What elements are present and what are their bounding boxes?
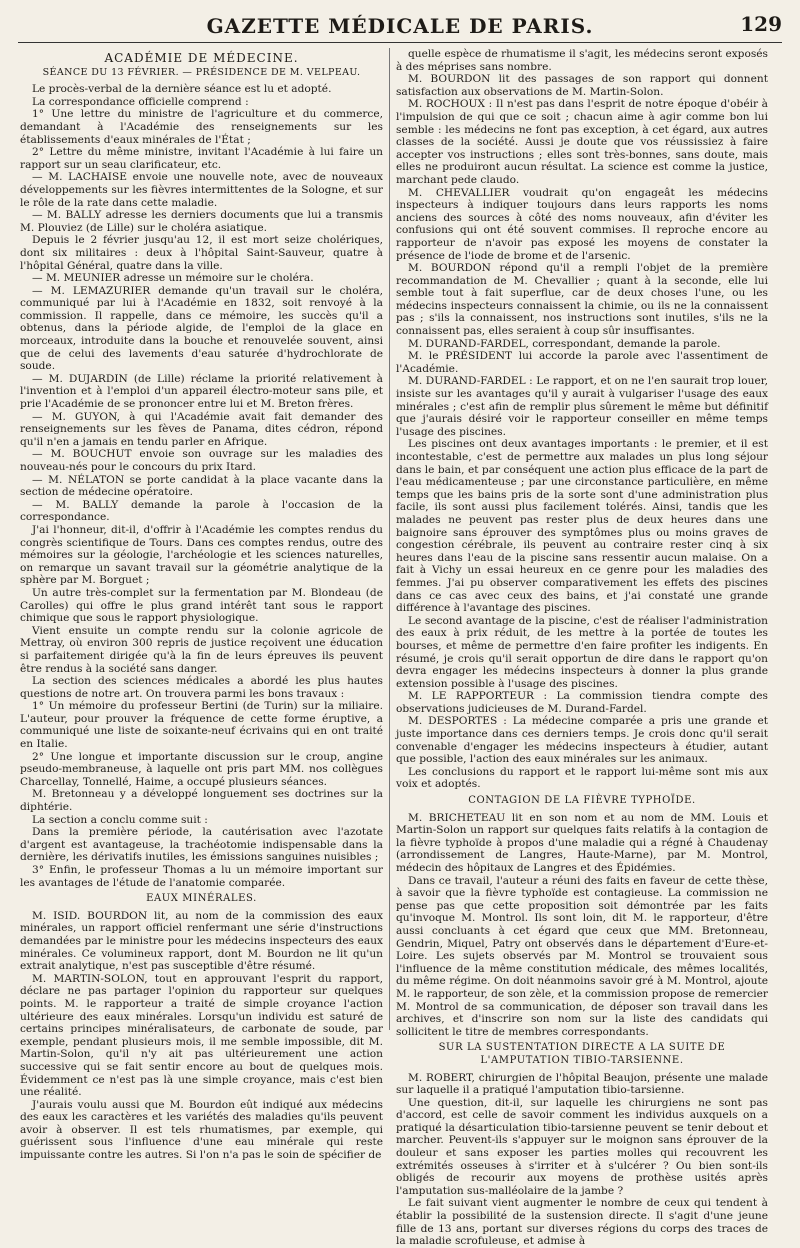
column-divider [389, 48, 390, 1030]
paragraph: J'aurais voulu aussi que M. Bourdon eût indiqué aux médecins des eaux les caractères et les variétés des maladies qu'ils peuvent avoir à observer. Il est tels rhumatismes, par exemple, qui guérissent sous l'influence d'une eau minérale qui reste impuissante contre les autres. Si l'on n'a pas le soin de spécifier de [20, 1098, 383, 1162]
paragraph: M. le PRÉSIDENT lui accorde la parole avec l'assentiment de l'Académie. [396, 350, 768, 375]
paragraph: M. ROBERT, chirurgien de l'hôpital Beaujon, présente une malade sur laquelle il a pratiqué l'amputation tibio-tarsienne. [396, 1071, 768, 1097]
paragraph: quelle espèce de rhumatisme il s'agit, les médecins seront exposés à des méprises sans nombre. [396, 48, 768, 73]
paragraph: — M. LACHAISE envoie une nouvelle note, avec de nouveaux développements sur les fièvres intermittentes de la Sologne, et sur le rôle de la rate dans cette maladie. [20, 171, 383, 209]
paragraph: M. DURAND-FARDEL, correspondant, demande la parole. [408, 337, 721, 350]
paragraph: Un autre très-complet sur la fermentation par M. Blondeau (de Carolles) qui offre le plus grand intérêt tant sous le rapport chimique que sous le rapport physiologique. [20, 586, 383, 625]
amputation-heading: SUR LA SUSTENTATION DIRECTE A LA SUITE DE L'AMPUTATION TIBIO-TARSIENNE. [438, 1042, 726, 1066]
right-paragraphs [396, 48, 768, 791]
paragraph: 1° Une lettre du ministre de l'agriculture et du commerce, demandant à l'Académie des renseignements sur les établissements d'eaux minérales de l'État ; [20, 108, 383, 146]
paragraph: M. DESPORTES : La médecine comparée a pris une grande et juste importance dans ces derniers temps. Je crois donc qu'il serait convenable d'engager les médecins inspecteurs à étudier, autant que possible, l'action des eaux minérales sur les animaux. [396, 715, 768, 766]
paragraph: — M. BOUCHUT envoie son ouvrage sur les maladies des nouveau-nés pour le concours du prix Itard. [20, 448, 383, 473]
paragraph: Vient ensuite un compte rendu sur la colonie agricole de Mettray, où environ 300 repris de justice reçoivent une éducation si parfaitement dirigée qu'à la fin de leurs épreuves ils peuvent être rendus à la société sans danger. [20, 624, 383, 675]
left-column [20, 48, 383, 1162]
paragraph: 3° Enfin, le professeur Thomas a lu un mémoire important sur les avantages de l'étude de l'anatomie comparée. [20, 864, 383, 889]
paragraph: — M. NÉLATON se porte candidat à la place vacante dans la section de médecine opératoire. [20, 473, 383, 499]
paragraph: — M. MEUNIER adresse un mémoire sur le choléra. [32, 272, 314, 285]
paragraph: — M. LEMAZURIER demande qu'un travail sur le choléra, communiqué par lui à l'Académie en 1832, soit renvoyé à la commission. Il rappelle, dans ce mémoire, les succès qu'il a obtenus, dans la période algide, de l'emploi de la glace en morceaux, introduite dans la bouche et renouvelée souvent, ainsi que de celui des lavements d'eau saturée d'hydrochlorate de soude. [20, 284, 383, 373]
paragraph: La correspondance officielle comprend : [32, 95, 249, 108]
paragraph: J'ai l'honneur, dit-il, d'offrir à l'Académie les comptes rendus du congrès scientifique de Tours. Dans ces comptes rendus, outre des mémoires sur la géologie, l'archéologie et les sciences naturelles, on remarque un savant travail sur la géométrie analytique de la sphère par M. Borguet ; [20, 523, 383, 587]
left-paragraphs [20, 83, 383, 889]
typhoid-paragraphs [396, 812, 768, 1039]
paragraph: Une question, dit-il, sur laquelle les chirurgiens ne sont pas d'accord, est celle de savoir comment les individus auxquels on a pratiqué la désarticulation tibio-tarsienne peuvent se tenir debout et marcher. Peuvent-ils s'appuyer sur le moignon sans éprouver de la douleur et sans exposer les parties molles qui recouvrent les extrémités osseuses à s'irriter et à s'ulcérer ? Ou bien sont-ils obligés de recourir aux moyens de prothèse usités après l'amputation sus-malléolaire de la jambe ? [396, 1096, 768, 1197]
paragraph: 2° Une longue et importante discussion sur le croup, angine pseudo-membraneuse, à laquelle ont pris part MM. nos collègues Charcellay, Tonnellé, Haime, a occupé plusieurs séances. [20, 750, 383, 788]
eaux-heading: EAUX MINÉRALES. [146, 893, 257, 905]
right-column [396, 48, 768, 1248]
paragraph: Le second avantage de la piscine, c'est de réaliser l'administration des eaux à prix réduit, de les mettre à la portée de toutes les bourses, et même de permettre d'en faire profiter les indigents. En résumé, je crois qu'il serait opportun de dire dans le rapport qu'on devra engager les médecins inspecteurs à donner la plus grande extension possible à l'usage des piscines. [396, 614, 768, 690]
paragraph: M. DURAND-FARDEL : Le rapport, et on ne l'en saurait trop louer, insiste sur les avantages qu'il y aurait à vulgariser l'usage des eaux minérales ; c'est afin de remplir plus sûrement le même but définitif que j'aurais désiré voir le rapporteur conseiller en même temps l'usage des piscines. [396, 375, 768, 438]
paragraph: M. BOURDON répond qu'il a rempli l'objet de la première recommandation de M. Chevallier ; quant à la seconde, elle lui semble tout à fait superflue, car de deux choses l'une, ou les médecins inspecteurs connaissent la chimie, ou ils ne la connaissent pas ; s'ils la connaissent, nos instructions sont inutiles, s'ils ne la connaissent pas, elles seraient à coup sûr insuffisantes. [396, 262, 768, 338]
paragraph: Le procès-verbal de la dernière séance est lu et adopté. [32, 83, 332, 96]
paragraph: M. BRICHETEAU lit en son nom et au nom de MM. Louis et Martin-Solon un rapport sur quelques faits relatifs à la contagion de la fièvre typhoïde à propos d'une maladie qui a régné à Chaudenay (arrondissement de Langres, Haute-Marne), par M. Montrol, médecin des hôpitaux de Langres et des Épidémies. [396, 811, 768, 874]
paragraph: M. ROCHOUX : Il n'est pas dans l'esprit de notre époque d'obéir à l'impulsion de qui que ce soit ; chacun aime à agir comme bon lui semble : les médecins ne font pas exception, à cet égard, aux autres classes de la société. Aussi je doute que vos réussissiez à faire accepter vos instructions ; elles sont très-bonnes, sans doute, mais elles ne produiront aucun résultat. La science est comme la justice, marchant pede claudo. [396, 98, 768, 186]
session-line: SÉANCE DU 13 FÉVRIER. — PRÉSIDENCE DE M. VELPEAU. [42, 66, 361, 78]
publication-title: GAZETTE MÉDICALE DE PARIS. [206, 14, 594, 38]
paragraph: La section a conclu comme suit : [32, 813, 208, 826]
paragraph: — M. BALLY demande la parole à l'occasion de la correspondance. [20, 498, 383, 524]
section-title: ACADÉMIE DE MÉDECINE. [104, 51, 299, 65]
paragraph: M. ISID. BOURDON lit, au nom de la commission des eaux minérales, un rapport officiel renfermant une série d'instructions demandées par le ministre pour les médecins inspecteurs des eaux minérales. Ce volumineux rapport, dont M. Bourdon ne lit qu'un extrait analytique, n'est pas susceptible d'être résumé. [20, 909, 383, 973]
paragraph: Le fait suivant vient augmenter le nombre de ceux qui tendent à établir la possibilité de la sustension directe. Il s'agit d'une jeune fille de 13 ans, portant sur diverses régions du corps des traces de la maladie scrofuleuse, et admise à [396, 1197, 768, 1248]
paragraph: Dans la première période, la cautérisation avec l'azotate d'argent est avantageuse, la trachéotomie indispensable dans la dernière, les dérivatifs inutiles, les émissions sanguines nuisibles ; [20, 826, 383, 864]
page-number: 129 [740, 12, 782, 36]
paragraph: Dans ce travail, l'auteur a réuni des faits en faveur de cette thèse, à savoir que la fièvre typhoïde est contagieuse. La commission ne pense pas que cette proposition soit démontrée par les faits qu'invoque M. Montrol. Ils sont loin, dit M. le rapporteur, d'être aussi concluants à cet égard que ceux que MM. Bretonneau, Gendrin, Miquel, Patry ont observés dans le département d'Eure-et-Loire. Les sujets observés par M. Montrol se trouvaient sous l'influence de la même constitution médicale, des mêmes localités, du même régime. On doit néanmoins savoir gré à M. Montrol, ajoute M. le rapporteur, de son zèle, et la commission propose de remercier M. Montrol de sa communication, de déposer son travail dans les archives, et d'inscrire son nom sur la liste des candidats qui sollicitent le titre de membres correspondants. [396, 874, 768, 1038]
paragraph: — M. DUJARDIN (de Lille) réclame la priorité relativement à l'invention et à l'emploi d'un appareil électro-moteur sans pile, et prie l'Académie de se prononcer entre lui et M. Breton frères. [20, 372, 383, 411]
paragraph: — M. BALLY adresse les derniers documents que lui a transmis M. Plouviez (de Lille) sur le choléra asiatique. [20, 209, 383, 234]
paragraph: Depuis le 2 février jusqu'au 12, il est mort seize cholériques, dont six militaires : deux à l'hôpital Saint-Sauveur, quatre à l'hôpital Général, quatre dans la ville. [20, 234, 383, 272]
amputation-paragraphs [396, 1072, 768, 1248]
masthead [18, 8, 782, 43]
paragraph: La section des sciences médicales a abordé les plus hautes questions de notre art. On trouvera parmi les bons travaux : [20, 675, 383, 700]
eaux-paragraphs [20, 910, 383, 1162]
paragraph: M. CHEVALLIER voudrait qu'on engageât les médecins inspecteurs à indiquer toujours dans leurs rapports les noms anciens des sources à côté des noms nouveaux, afin d'éviter les confusions qui ont été souvent commises. Il reproche encore au rapporteur de n'avoir pas exposé les moyens de constater la présence de l'iode de brome et de l'arsenic. [396, 186, 768, 262]
paragraph: M. LE RAPPORTEUR : La commission tiendra compte des observations judicieuses de M. Durand-Fardel. [396, 690, 768, 715]
paragraph: Les conclusions du rapport et le rapport lui-même sont mis aux voix et adoptés. [396, 765, 768, 791]
typhoid-heading: CONTAGION DE LA FIÈVRE TYPHOÏDE. [468, 795, 696, 807]
paragraph: 2° Lettre du même ministre, invitant l'Académie à lui faire un rapport sur un seau clarificateur, etc. [20, 146, 383, 171]
paragraph: M. Bretonneau y a développé longuement ses doctrines sur la diphtérie. [20, 788, 383, 814]
paragraph: 1° Un mémoire du professeur Bertini (de Turin) sur la miliaire. L'auteur, pour prouver la fréquence de cette forme éruptive, a communiqué une liste de soixante-neuf écrivains qui en ont traité en Italie. [20, 700, 383, 751]
paragraph: M. MARTIN-SOLON, tout en approuvant l'esprit du rapport, déclare ne pas partager l'opinion du rapporteur sur quelques points. M. le rapporteur a traité de simple croyance l'action ultérieure des eaux minérales. Lorsqu'un individu est saturé de certains principes minéralisateurs, de carbonate de soude, par exemple, pendant plusieurs mois, il me semble impossible, dit M. Martin-Solon, qu'il n'y ait pas ultérieurement une action successive qui se fait sentir encore au bout de quelques mois. Évidemment ce n'est pas là une simple croyance, mais c'est bien une réalité. [20, 972, 383, 1099]
paragraph: M. BOURDON lit des passages de son rapport qui donnent satisfaction aux observations de M. Martin-Solon. [396, 73, 768, 98]
paragraph: — M. GUYON, à qui l'Académie avait fait demander des renseignements sur les fèves de Panama, dites cédron, répond qu'il n'en a jamais en tendu parler en Afrique. [20, 410, 383, 448]
paragraph: Les piscines ont deux avantages importants : le premier, et il est incontestable, c'est de permettre aux malades un plus long séjour dans le bain, et par conséquent une action plus efficace de la part de l'eau médicamenteuse ; par une circonstance particulière, en même temps que les bains pris de la sorte sont d'une administration plus facile, ils sont aussi plus facilement tolérés. Ainsi, tandis que les malades ne peuvent pas rester plus de deux heures dans une baignoire sans éprouver des symptômes plus ou moins graves de congestion cérébrale, ils peuvent au contraire rester cinq à six heures dans l'eau de la piscine sans ressentir aucun malaise. On a fait à Vichy un essai heureux en ce genre pour les maladies des femmes. J'ai pu observer comparativement les effets des piscines dans ce cas avec ceux des bains, et j'ai constaté une grande différence à l'avantage des piscines. [396, 438, 768, 615]
